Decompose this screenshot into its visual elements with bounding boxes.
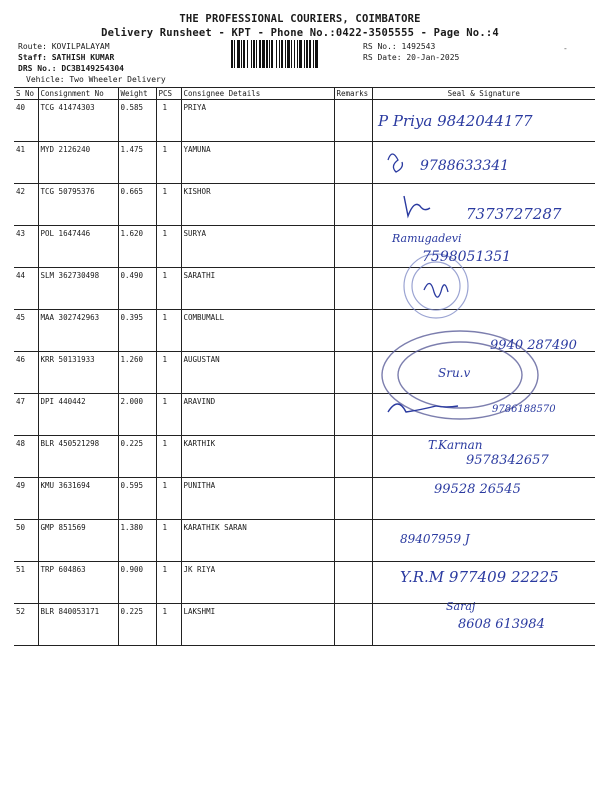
row-remarks	[334, 310, 372, 352]
col-header-remarks: Remarks	[334, 88, 372, 100]
rs-no-value: 1492543	[401, 42, 436, 51]
row-pcs: 1	[156, 436, 181, 478]
drs-line	[18, 64, 124, 73]
row-consignee: SURYA	[181, 226, 334, 268]
rs-date-label: RS Date:	[363, 53, 402, 62]
handwriting-row-43-name: Ramugadevi	[392, 232, 462, 245]
row-consignee: JK RIYA	[181, 562, 334, 604]
row-consignment-no: TCG 41474303	[38, 100, 118, 142]
barcode-bar	[259, 40, 261, 68]
row-consignee: YAMUNA	[181, 142, 334, 184]
row-consignment-no: POL 1647446	[38, 226, 118, 268]
handwriting-row-43-phone: 7598051351	[422, 249, 512, 265]
row-weight: 0.225	[118, 604, 156, 646]
row-remarks	[334, 184, 372, 226]
row-pcs: 1	[156, 478, 181, 520]
barcode-bar	[279, 40, 280, 68]
handwriting-row-46-phone: 9940 287490	[490, 338, 577, 353]
row-pcs: 1	[156, 520, 181, 562]
row-consignee: ARAVIND	[181, 394, 334, 436]
row-weight: 0.225	[118, 436, 156, 478]
row-consignee: SARATHI	[181, 268, 334, 310]
row-consignment-no: SLM 362730498	[38, 268, 118, 310]
drs-barcode	[231, 40, 356, 68]
row-weight: 0.595	[118, 478, 156, 520]
handwriting-row-46-sign: Sru.v	[438, 366, 471, 380]
row-consignment-no: TCG 50795376	[38, 184, 118, 226]
route-value: KOVILPALAYAM	[51, 42, 110, 51]
handwriting-row-50: 89407959 J	[400, 532, 470, 546]
row-consignee: KISHOR	[181, 184, 334, 226]
handwriting-row-47: 9786188570	[492, 404, 556, 415]
barcode-bar	[243, 40, 245, 68]
row-sno: 41	[14, 142, 38, 184]
barcode-bar	[256, 40, 257, 68]
barcode-bar	[251, 40, 252, 68]
table-row	[14, 352, 595, 394]
barcode-bar	[281, 40, 283, 68]
row-signature-cell	[372, 268, 595, 310]
row-sno: 46	[14, 352, 38, 394]
row-sno: 47	[14, 394, 38, 436]
row-weight: 1.380	[118, 520, 156, 562]
table-row	[14, 268, 595, 310]
barcode-bar	[231, 40, 233, 68]
row-consignee: PUNITHA	[181, 478, 334, 520]
staff-value: SATHISH KUMAR	[51, 53, 115, 62]
barcode-bar	[285, 40, 286, 68]
barcode-bar	[291, 40, 292, 68]
rs-date-value: 20-Jan-2025	[406, 53, 460, 62]
rs-no-line	[363, 42, 435, 51]
row-weight: 0.900	[118, 562, 156, 604]
row-consignee: AUGUSTAN	[181, 352, 334, 394]
row-sno: 44	[14, 268, 38, 310]
barcode-bar	[269, 40, 270, 68]
rs-date-line	[363, 53, 459, 62]
row-weight: 1.620	[118, 226, 156, 268]
vehicle-label: Vehicle:	[26, 75, 65, 84]
table-row	[14, 520, 595, 562]
row-pcs: 1	[156, 562, 181, 604]
barcode-bar	[253, 40, 255, 68]
row-pcs: 1	[156, 100, 181, 142]
col-header-signature: Seal & Signature	[372, 88, 595, 100]
barcode-bar	[262, 40, 265, 68]
barcode-bar	[287, 40, 290, 68]
handwriting-row-51: Y.R.M 977409 22225	[400, 568, 559, 586]
barcode-bar	[294, 40, 295, 68]
handwriting-row-52-phone: 8608 613984	[458, 617, 545, 632]
row-weight: 2.000	[118, 394, 156, 436]
row-sno: 40	[14, 100, 38, 142]
row-remarks	[334, 562, 372, 604]
route-label: Route:	[18, 42, 47, 51]
row-consignment-no: KRR 50131933	[38, 352, 118, 394]
runsheet-title: Delivery Runsheet - KPT - Phone No.:0422-3505555 - Page No.:4	[101, 27, 499, 39]
row-consignee: KARATHIK SARAN	[181, 520, 334, 562]
barcode-bar	[313, 40, 314, 68]
row-weight: 1.260	[118, 352, 156, 394]
row-consignment-no: MYD 2126240	[38, 142, 118, 184]
row-remarks	[334, 604, 372, 646]
row-weight: 0.585	[118, 100, 156, 142]
row-consignee: PRIYA	[181, 100, 334, 142]
staff-label: Staff:	[18, 53, 47, 62]
company-title: THE PROFESSIONAL COURIERS, COIMBATORE	[179, 13, 421, 25]
row-pcs: 1	[156, 184, 181, 226]
row-pcs: 1	[156, 604, 181, 646]
row-sno: 45	[14, 310, 38, 352]
row-consignment-no: DPI 440442	[38, 394, 118, 436]
row-pcs: 1	[156, 268, 181, 310]
row-consignee: KARTHIK	[181, 436, 334, 478]
barcode-bar	[241, 40, 242, 68]
row-pcs: 1	[156, 310, 181, 352]
row-consignee: COMBUMALL	[181, 310, 334, 352]
barcode-bar	[237, 40, 240, 68]
handwriting-row-41: 9788633341	[420, 158, 510, 174]
row-remarks	[334, 100, 372, 142]
row-weight: 1.475	[118, 142, 156, 184]
row-remarks	[334, 226, 372, 268]
row-pcs: 1	[156, 352, 181, 394]
handwriting-row-42: 7373727287	[466, 205, 562, 223]
barcode-bar	[271, 40, 273, 68]
row-consignment-no: BLR 450521298	[38, 436, 118, 478]
table-header-row	[14, 88, 595, 100]
row-signature-cell	[372, 352, 595, 394]
drs-label: DRS No.:	[18, 64, 57, 73]
row-consignment-no: BLR 840053171	[38, 604, 118, 646]
row-sno: 51	[14, 562, 38, 604]
barcode-bar	[315, 40, 318, 68]
row-consignment-no: GMP 851569	[38, 520, 118, 562]
handwriting-row-48-phone: 9578342657	[466, 453, 549, 468]
barcode-bar	[276, 40, 277, 68]
row-remarks	[334, 352, 372, 394]
row-remarks	[334, 520, 372, 562]
row-weight: 0.490	[118, 268, 156, 310]
barcode-bar	[309, 40, 311, 68]
row-sno: 48	[14, 436, 38, 478]
row-sno: 42	[14, 184, 38, 226]
row-sno: 43	[14, 226, 38, 268]
row-consignment-no: TRP 604863	[38, 562, 118, 604]
row-weight: 0.665	[118, 184, 156, 226]
barcode-bar	[266, 40, 268, 68]
row-signature-cell	[372, 394, 595, 436]
route-line	[18, 42, 110, 51]
row-sno: 52	[14, 604, 38, 646]
barcode-bar	[234, 40, 235, 68]
row-remarks	[334, 478, 372, 520]
barcode-bar	[297, 40, 298, 68]
handwriting-row-48-name: T.Karnan	[428, 438, 483, 452]
row-consignment-no: KMU 3631694	[38, 478, 118, 520]
barcode-bar	[304, 40, 305, 68]
barcode-bar	[247, 40, 248, 68]
row-pcs: 1	[156, 394, 181, 436]
handwriting-row-40: P Priya 9842044177	[378, 112, 533, 130]
row-remarks	[334, 436, 372, 478]
row-weight: 0.395	[118, 310, 156, 352]
row-remarks	[334, 394, 372, 436]
drs-value: DC3B149254304	[61, 64, 124, 73]
col-header-consignment: Consignment No	[38, 88, 118, 100]
handwriting-row-52-name: Saraj	[446, 600, 476, 613]
col-header-pcs: PCS	[156, 88, 181, 100]
vehicle-value: Two Wheeler Delivery	[69, 75, 166, 84]
col-header-weight: Weight	[118, 88, 156, 100]
row-sno: 49	[14, 478, 38, 520]
barcode-bar	[306, 40, 308, 68]
row-pcs: 1	[156, 142, 181, 184]
vehicle-line	[26, 75, 166, 84]
corner-mark: -	[563, 44, 568, 53]
staff-line	[18, 53, 114, 62]
row-pcs: 1	[156, 226, 181, 268]
col-header-sno: S No	[14, 88, 38, 100]
rs-no-label: RS No.:	[363, 42, 397, 51]
row-consignment-no: MAA 302742963	[38, 310, 118, 352]
barcode-bar	[299, 40, 302, 68]
col-header-consignee: Consignee Details	[181, 88, 334, 100]
row-sno: 50	[14, 520, 38, 562]
row-remarks	[334, 142, 372, 184]
handwriting-row-49: 99528 26545	[434, 482, 521, 497]
row-remarks	[334, 268, 372, 310]
row-consignee: LAKSHMI	[181, 604, 334, 646]
